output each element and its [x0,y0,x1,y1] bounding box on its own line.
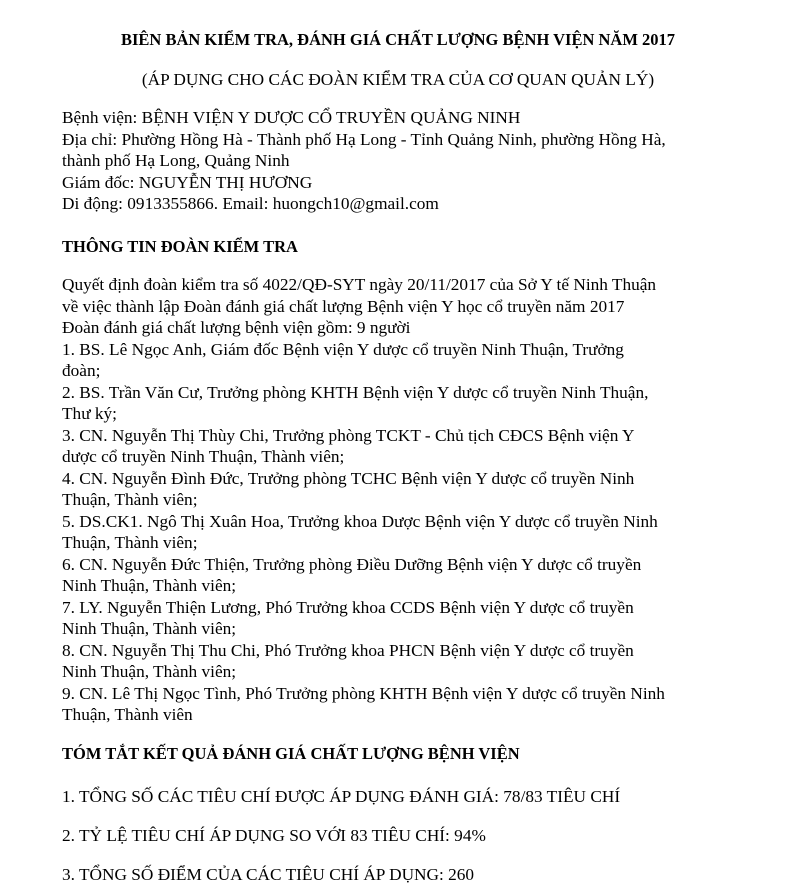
hospital-address-line-cont: thành phố Hạ Long, Quảng Ninh [62,151,290,170]
team-member-line: Ninh Thuận, Thành viên; [62,619,237,638]
team-line: về việc thành lập Đoàn đánh giá chất lượng Bệnh viện Y học cổ truyền năm 2017 [62,296,625,316]
hospital-contact-line: Di động: 0913355866. Email: huongch10@gmail.com [62,194,439,213]
team-member-line: Thuận, Thành viên [62,705,193,724]
summary-item: 3. TỔNG SỐ ĐIỂM CỦA CÁC TIÊU CHÍ ÁP DỤNG: 260 [62,865,475,884]
team-member-line: 5. DS.CK1. Ngô Thị Xuân Hoa, Trưởng khoa Dược Bệnh viện Y dược cổ truyền Ninh [62,511,658,531]
team-member-line: 4. CN. Nguyễn Đình Đức, Trưởng phòng TCHC Bệnh viện Y dược cổ truyền Ninh [62,468,635,488]
team-member-line: Ninh Thuận, Thành viên; [62,576,237,595]
team-member-line: 8. CN. Nguyễn Thị Thu Chi, Phó Trưởng khoa PHCN Bệnh viện Y dược cổ truyền [62,640,634,660]
team-line: Quyết định đoàn kiểm tra số 4022/QĐ-SYT ngày 20/11/2017 của Sở Y tế Ninh Thuận [62,275,657,294]
team-member-line: dược cổ truyền Ninh Thuận, Thành viên; [62,447,345,466]
summary-heading: TÓM TẮT KẾT QUẢ ĐÁNH GIÁ CHẤT LƯỢNG BỆNH VIỆN [62,744,520,763]
team-info [62,274,727,726]
team-member-line: 3. CN. Nguyễn Thị Thùy Chi, Trưởng phòng TCKT - Chủ tịch CĐCS Bệnh viện Y [62,425,635,445]
team-heading: THÔNG TIN ĐOÀN KIỂM TRA [62,237,298,256]
team-member-line: 1. BS. Lê Ngọc Anh, Giám đốc Bệnh viện Y dược cổ truyền Ninh Thuận, Trưởng [62,339,624,359]
summary-item: 2. TỶ LỆ TIÊU CHÍ ÁP DỤNG SO VỚI 83 TIÊU CHÍ: 94% [62,826,486,845]
team-member-line: đoàn; [62,361,101,380]
document-title: BIÊN BẢN KIỂM TRA, ĐÁNH GIÁ CHẤT LƯỢNG BỆNH VIỆN NĂM 2017 [120,30,676,49]
team-member-line: Thuận, Thành viên; [62,490,198,509]
hospital-address-line: Địa chỉ: Phường Hồng Hà - Thành phố Hạ Long - Tỉnh Quảng Ninh, phường Hồng Hà, [62,129,666,149]
team-member-line: Ninh Thuận, Thành viên; [62,662,237,681]
hospital-info [62,107,727,215]
team-member-line: Thuận, Thành viên; [62,533,198,552]
team-member-line: Thư ký; [62,404,117,423]
team-member-line: 9. CN. Lê Thị Ngọc Tình, Phó Trưởng phòng KHTH Bệnh viện Y dược cổ truyền Ninh [62,683,665,703]
document-subtitle: (ÁP DỤNG CHO CÁC ĐOÀN KIỂM TRA CỦA CƠ QUAN QUẢN LÝ) [141,70,655,89]
team-line: Đoàn đánh giá chất lượng bệnh viện gồm: 9 người [62,318,411,337]
hospital-name-line: Bệnh viện: BỆNH VIỆN Y DƯỢC CỔ TRUYỀN QUẢNG NINH [62,108,521,127]
team-member-line: 7. LY. Nguyễn Thiện Lương, Phó Trưởng khoa CCDS Bệnh viện Y dược cổ truyền [62,597,634,617]
team-member-line: 2. BS. Trần Văn Cư, Trưởng phòng KHTH Bệnh viện Y dược cổ truyền Ninh Thuận, [62,382,649,402]
hospital-director-line: Giám đốc: NGUYỄN THỊ HƯƠNG [62,172,313,192]
team-member-line: 6. CN. Nguyễn Đức Thiện, Trưởng phòng Điều Dưỡng Bệnh viện Y dược cổ truyền [62,554,642,574]
summary-item: 1. TỔNG SỐ CÁC TIÊU CHÍ ĐƯỢC ÁP DỤNG ĐÁNH GIÁ: 78/83 TIÊU CHÍ [62,787,621,806]
